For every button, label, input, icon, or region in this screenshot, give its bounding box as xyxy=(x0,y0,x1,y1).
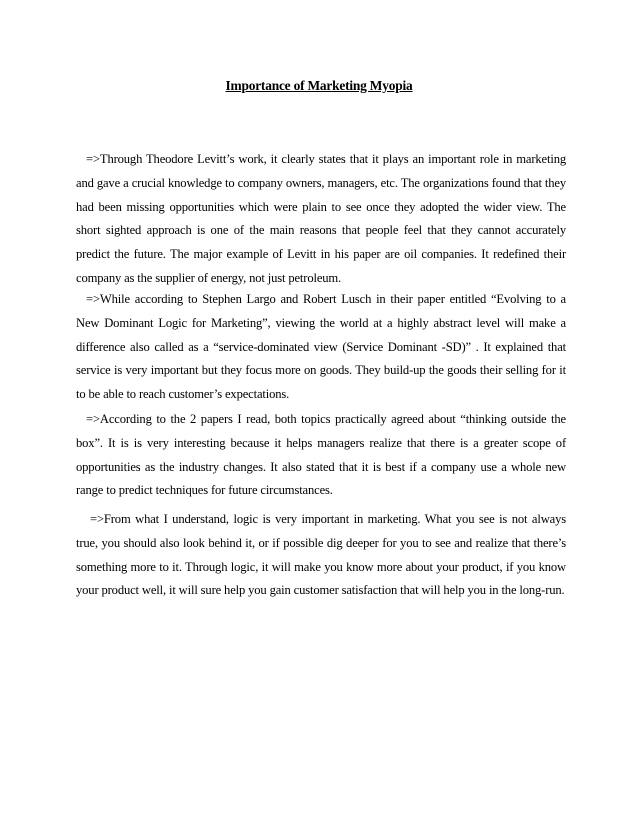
page-title: Importance of Marketing Myopia xyxy=(225,78,413,93)
paragraph-levitt: =>Through Theodore Levitt’s work, it clearly states that it plays an important role in marketing and gave a crucial knowledge to company owners, managers, etc. The organizations found that they had been missing opportunities which were plain to see once they adopted the wider view. The short sighted approach is one of the main reasons that people feel that they cannot accurately predict the future. The major example of Levitt in his paper are oil companies. It redefined their company as the supplier of energy, not just petroleum. xyxy=(76,152,566,285)
paragraph-largo-lusch: =>While according to Stephen Largo and Robert Lusch in their paper entitled “Evolving to a New Dominant Logic for Marketing”, viewing the world at a highly abstract level will make a difference also called as a “service-dominated view (Service Dominant -SD)” . It explained that service is very important but they focus more on goods. They build-up the goods their selling for it to be able to reach customer’s expectations. xyxy=(76,292,566,402)
paragraph-two-papers: =>According to the 2 papers I read, both topics practically agreed about “thinking outside the box”. It is is very interesting because it helps managers realize that there is a greater scope of opportunities as the industry changes. It also stated that it is best if a company use a whole new range to predict techniques for future circumstances. xyxy=(76,412,566,498)
paragraph-logic: =>From what I understand, logic is very important in marketing. What you see is not always true, you should also look behind it, or if possible dig deeper for you to see and realize that there’s something more to it. Through logic, it will make you know more about your product, if you know your product well, it will sure help you gain customer satisfaction that will help you in the long-run. xyxy=(76,512,566,598)
